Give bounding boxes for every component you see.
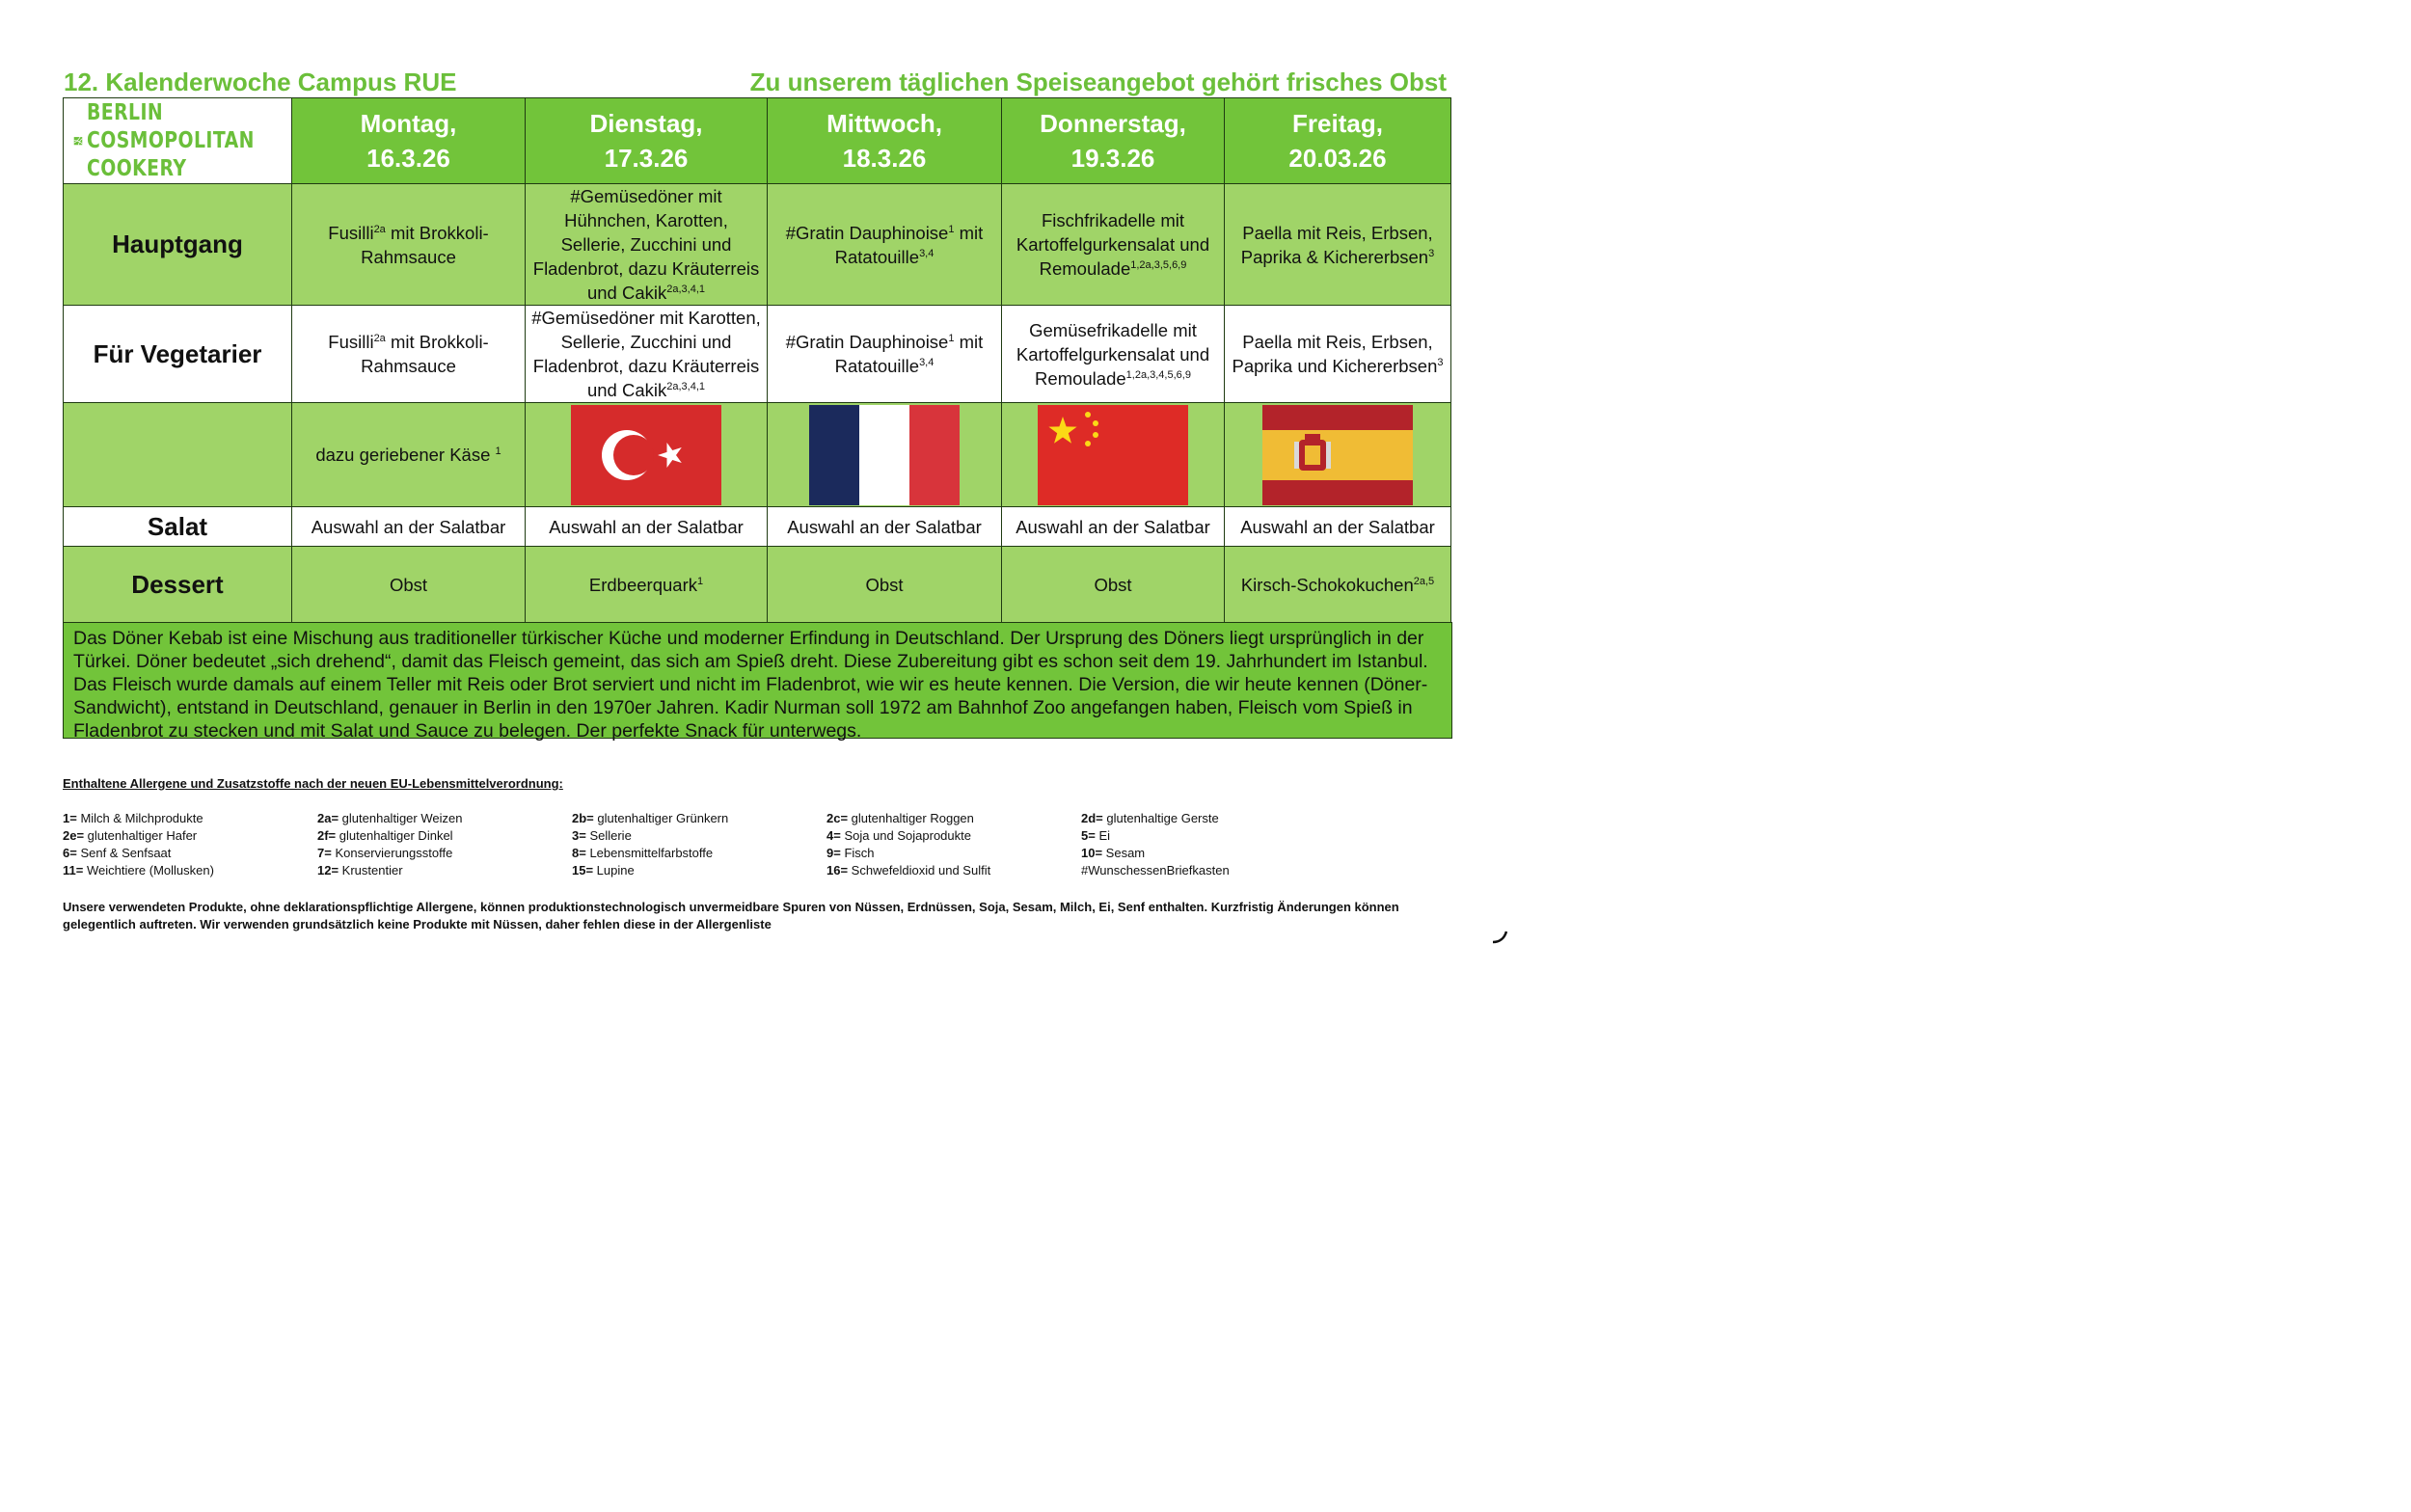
allergen-item: 8= Lebensmittelfarbstoffe [572,846,714,860]
allergen-item: 15= Lupine [572,863,635,878]
day-header: Dienstag, 17.3.26 [526,98,768,184]
logo-icon [73,114,83,168]
allergen-item: 2b= glutenhaltiger Grünkern [572,811,729,825]
turkey-flag-icon [571,405,721,505]
day-header: Montag, 16.3.26 [292,98,526,184]
allergen-footnote: Unsere verwendeten Produkte, ohne deklarationspflichtige Allergene, können produktionstechnologisch unvermeidbare Spuren von Nüssen, Erdnüssen, Soja, Sesam, Milch, Ei, Senf enthalten. Kurzfristig Änderungen können gelegentlich auftreten. Wir verwenden grundsätzlich keine Produkte mit Nüssen, daher fehlen diese in der Allergenliste [63,900,1399,932]
meal-cell: #Gratin Dauphinoise$^1$ mit Ratatouille$^{3,4}$ [768,306,1002,403]
flag-cell [526,403,768,507]
empty-cell [64,403,292,507]
page-curl-icon [1490,926,1509,945]
allergen-heading: Enthaltene Allergene und Zusatzstoffe nach der neuen EU-Lebensmittelverordnung: [63,776,563,791]
allergen-item: 2e= glutenhaltiger Hafer [63,828,198,843]
allergen-item: 5= Ei [1081,828,1110,843]
salat-cell: Auswahl an der Salatbar [1002,507,1225,547]
allergen-item: 7= Konservierungsstoffe [317,846,453,860]
row-label-salat: Salat [64,507,292,547]
flag-row [64,403,1451,507]
allergen-item: 11= Weichtiere (Mollusken) [63,863,214,878]
allergen-item: 10= Sesam [1081,846,1146,860]
salat-cell: Auswahl an der Salatbar [768,507,1002,547]
allergen-item: 9= Fisch [826,846,875,860]
meal-cell: Fischfrikadelle mit Kartoffelgurkensalat und Remoulade$^{1,2a,3,5,6,9}$ [1002,184,1225,306]
menu-table [63,97,1451,624]
day-header-row [64,98,1451,184]
day-header: Mittwoch, 18.3.26 [768,98,1002,184]
page-title: 12. Kalenderwoche Campus RUE [64,68,457,96]
row-label-hauptgang: Hauptgang [64,184,292,306]
dessert-cell: Obst [768,547,1002,624]
flag-cell [1225,403,1451,507]
meal-cell: #Gratin Dauphinoise$^1$ mit Ratatouille$^{3,4}$ [768,184,1002,306]
flag-cell [1002,403,1225,507]
allergen-item: 3= Sellerie [572,828,632,843]
meal-cell: Gemüsefrikadelle mit Kartoffelgurkensalat und Remoulade$^{1,2a,3,4,5,6,9}$ [1002,306,1225,403]
salat-row [64,507,1451,547]
dessert-row [64,547,1451,624]
dessert-cell: Erdbeerquark$^1$ [526,547,768,624]
france-flag-icon [809,405,960,505]
day-header: Donnerstag, 19.3.26 [1002,98,1225,184]
allergen-item: 16= Schwefeldioxid und Sulfit [826,863,991,878]
hauptgang-row [64,184,1451,306]
row-label-vegetarier: Für Vegetarier [64,306,292,403]
allergen-item: 12= Krustentier [317,863,403,878]
flag-cell [768,403,1002,507]
meal-cell: Fusilli$^{2a}$ mit Brokkoli-Rahmsauce [292,184,526,306]
salat-cell: Auswahl an der Salatbar [526,507,768,547]
salat-cell: Auswahl an der Salatbar [292,507,526,547]
page-subtitle: Zu unserem täglichen Speiseangebot gehört frisches Obst [749,68,1447,96]
meal-cell: Fusilli$^{2a}$ mit Brokkoli-Rahmsauce [292,306,526,403]
row-label-dessert: Dessert [64,547,292,624]
salat-cell: Auswahl an der Salatbar [1225,507,1451,547]
dessert-cell: Obst [1002,547,1225,624]
allergen-item: #WunschessenBriefkasten [1081,863,1230,878]
extra-note: dazu geriebener Käse $^1$ [292,403,526,507]
allergen-item: 6= Senf & Senfsaat [63,846,172,860]
meal-cell: #Gemüsedöner mit Karotten, Sellerie, Zucchini und Fladenbrot, dazu Kräuterreis und Cakik$^{2a,3,4,1}$ [526,306,768,403]
allergen-item: 4= Soja und Sojaprodukte [826,828,971,843]
meal-cell: Paella mit Reis, Erbsen, Paprika & Kichererbsen$^3$ [1225,184,1451,306]
allergen-item: 1= Milch & Milchprodukte [63,811,203,825]
spain-flag-icon [1262,405,1413,505]
allergen-list [63,810,1336,879]
allergen-item: 2c= glutenhaltiger Roggen [826,811,974,825]
doener-story: Das Döner Kebab ist eine Mischung aus traditioneller türkischer Küche und moderner Erfindung in Deutschland. Der Ursprung des Döners liegt ursprünglich in der Türkei. Döner bedeutet „sich drehend“, damit das Fleisch gemeint, das sich am Spieß dreht. Diese Zubereitung gibt es schon seit dem 19. Jahrhundert im Istanbul. Das Fleisch wurde damals auf einem Teller mit Reis oder Brot serviert und nicht im Fladenbrot, wie wir es heute kennen. Die Version, die wir heute kennen (Döner-Sandwicht), entstand in Deutschland, genauer in Berlin in den 1970er Jahren. Kadir Nurman soll 1972 am Bahnhof Zoo angefangen haben, Fleisch vom Spieß in Fladenbrot zu stecken und mit Salat und Sauce zu belegen. Der perfekte Snack für unterwegs. [63,622,1452,739]
allergen-item: 2a= glutenhaltiger Weizen [317,811,463,825]
allergen-item: 2d= glutenhaltige Gerste [1081,811,1219,825]
dessert-cell: Obst [292,547,526,624]
logo-text: BERLIN COSMOPOLITAN COOKERY [86,99,255,181]
day-header: Freitag, 20.03.26 [1225,98,1451,184]
china-flag-icon [1038,405,1188,505]
logo-cell [64,98,292,184]
dessert-cell: Kirsch-Schokokuchen$^{2a,5}$ [1225,547,1451,624]
vegetarier-row [64,306,1451,403]
meal-cell: Paella mit Reis, Erbsen, Paprika und Kichererbsen$^3$ [1225,306,1451,403]
allergen-item: 2f= glutenhaltiger Dinkel [317,828,453,843]
meal-cell: #Gemüsedöner mit Hühnchen, Karotten, Sellerie, Zucchini und Fladenbrot, dazu Kräuterreis und Cakik$^{2a,3,4,1}$ [526,184,768,306]
